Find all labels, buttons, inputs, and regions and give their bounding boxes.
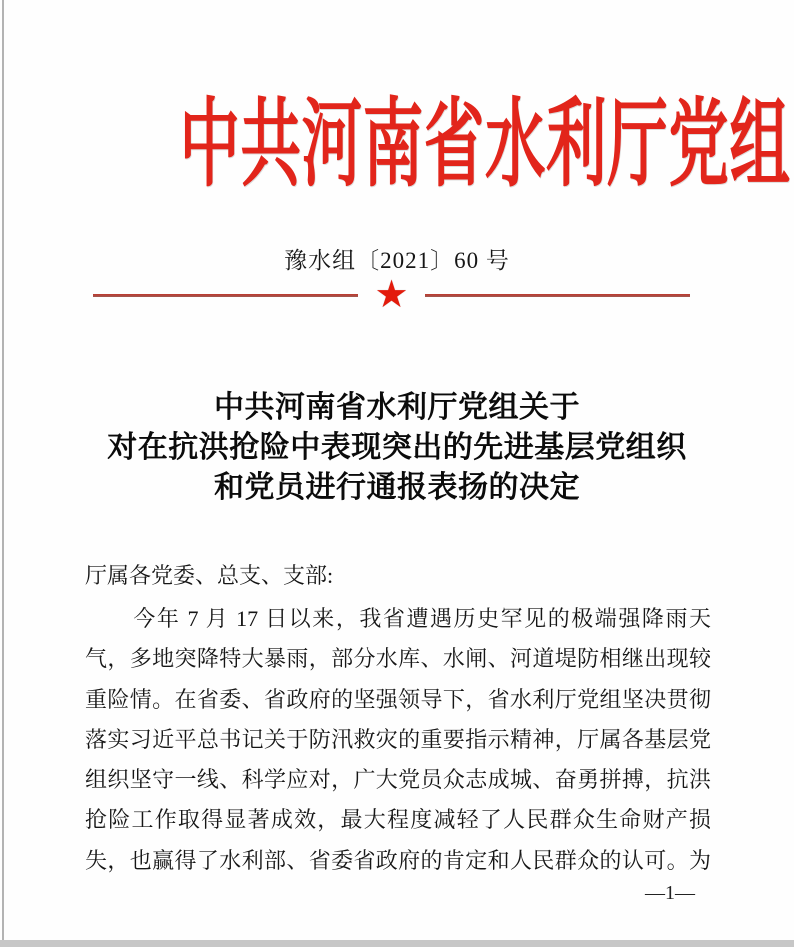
document-number: 豫水组〔2021〕60 号 (284, 248, 510, 273)
letterhead-text: 中共河南省水利厅党组 (179, 91, 791, 198)
body-line: 抢险工作取得显著成效，最大程度减轻了人民群众生命财产损 (85, 807, 711, 833)
letterhead (0, 86, 794, 232)
document-title-line-2: 对在抗洪抢险中表现突出的先进基层党组织 (107, 431, 687, 464)
scan-artifact-bottom-edge (0, 940, 794, 947)
body-line: 今年 7 月 17 日以来，我省遭遇历史罕见的极端强降雨天 (133, 606, 711, 631)
document-title-line-1: 中共河南省水利厅党组关于 (214, 391, 580, 424)
body-line: 气，多地突降特大暴雨，部分水库、水闸、河道堤防相继出现较 (85, 646, 711, 672)
page-number: —1— (645, 882, 695, 904)
body-line: 落实习近平总书记关于防汛救灾的重要指示精神，厅属各基层党 (85, 726, 711, 752)
red-divider-rule (93, 276, 690, 314)
body-paragraph (85, 599, 711, 881)
salutation-line: 厅属各党委、总支、支部: (85, 563, 334, 588)
star-icon: ★ (374, 274, 409, 316)
body-line: 重险情。在省委、省政府的坚强领导下，省水利厅党组坚决贯彻 (85, 686, 711, 712)
document-title-line-3: 和党员进行通报表扬的决定 (214, 471, 580, 504)
body-line: 失，也赢得了水利部、省委省政府的肯定和人民群众的认可。为 (85, 847, 711, 873)
rule-right-segment (425, 294, 690, 297)
document-title (0, 388, 794, 508)
rule-left-segment (93, 294, 358, 297)
body-line: 组织坚守一线、科学应对，广大党员众志成城、奋勇拼搏，抗洪 (85, 767, 711, 793)
